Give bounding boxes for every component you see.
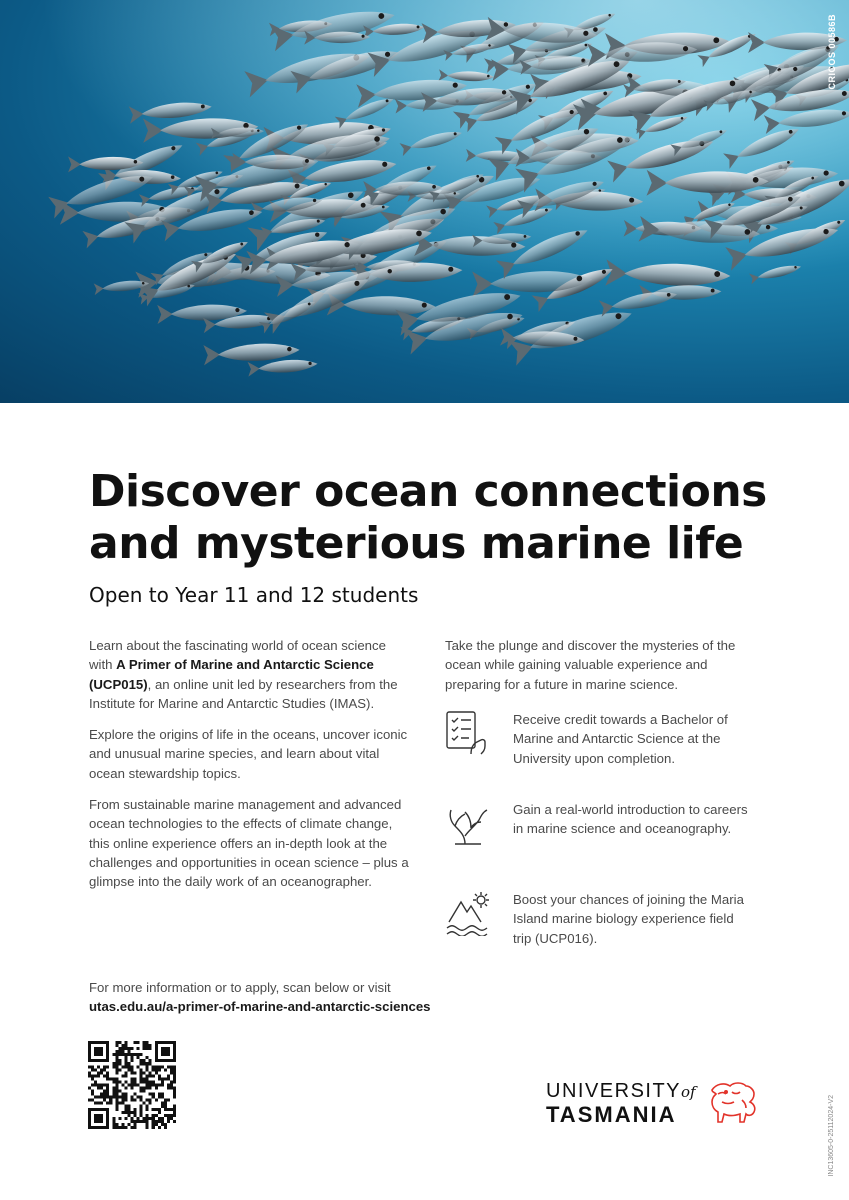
benefit-field-trip-text: Boost your chances of joining the Maria Island marine biology experience field trip (UCP016). (513, 892, 744, 946)
explore-paragraph: Explore the origins of life in the oceans, uncover iconic and unusual marine species, and learn about vital ocean stewardship topics. (89, 727, 408, 781)
benefit-credit (445, 710, 765, 770)
management-paragraph: From sustainable marine management and advanced ocean technologies to the effects of climate change, this online experience offers an in-depth look at the challenges and opportunities in ocean science – plus a glimpse into the daily work of an oceanographer. (89, 797, 409, 890)
island-sun-waves-icon (445, 890, 491, 936)
hero-image (0, 0, 849, 403)
subhead: Open to Year 11 and 12 students (89, 583, 419, 607)
benefit-careers (445, 800, 765, 860)
unit-name: A Primer of Marine and Antarctic Science (UCP015) (89, 657, 374, 692)
left-column (89, 636, 409, 904)
qr-code[interactable] (88, 1041, 176, 1129)
lion-emblem-icon (706, 1080, 762, 1128)
benefit-careers-text: Gain a real-world introduction to careers in marine science and oceanography. (513, 802, 748, 837)
logo-tasmania: TASMANIA (546, 1102, 677, 1127)
right-column (445, 636, 765, 706)
benefit-credit-text: Receive credit towards a Bachelor of Marine and Antarctic Science at the University upon completion. (513, 712, 728, 766)
checklist-hand-icon (445, 710, 491, 756)
plunge-paragraph: Take the plunge and discover the mysteries of the ocean while gaining valuable experience and preparing for a future in marine science. (445, 638, 736, 692)
intro-paragraph: Learn about the fascinating world of ocean science with A Primer of Marine and Antarctic Science (UCP015), an online unit led by researchers from the Institute for Marine and Antarctic Studies (IMAS). (89, 638, 398, 711)
coral-icon (445, 800, 491, 846)
fish-school-illustration (0, 0, 849, 403)
more-info-text: For more information or to apply, scan below or visit (89, 980, 391, 995)
headline: Discover ocean connections and mysterious marine life (89, 466, 767, 569)
more-info-url[interactable]: utas.edu.au/a-primer-of-marine-and-antarctic-sciences (89, 999, 431, 1015)
cricos-code: CRICOS 00586B (827, 14, 837, 90)
logo-university: UNIVERSITYof (546, 1080, 696, 1102)
document-reference: INC13605-0-25112024-V2 (828, 1095, 835, 1177)
more-info (89, 978, 589, 1017)
benefit-field-trip (445, 890, 765, 950)
university-logo (546, 1080, 761, 1128)
